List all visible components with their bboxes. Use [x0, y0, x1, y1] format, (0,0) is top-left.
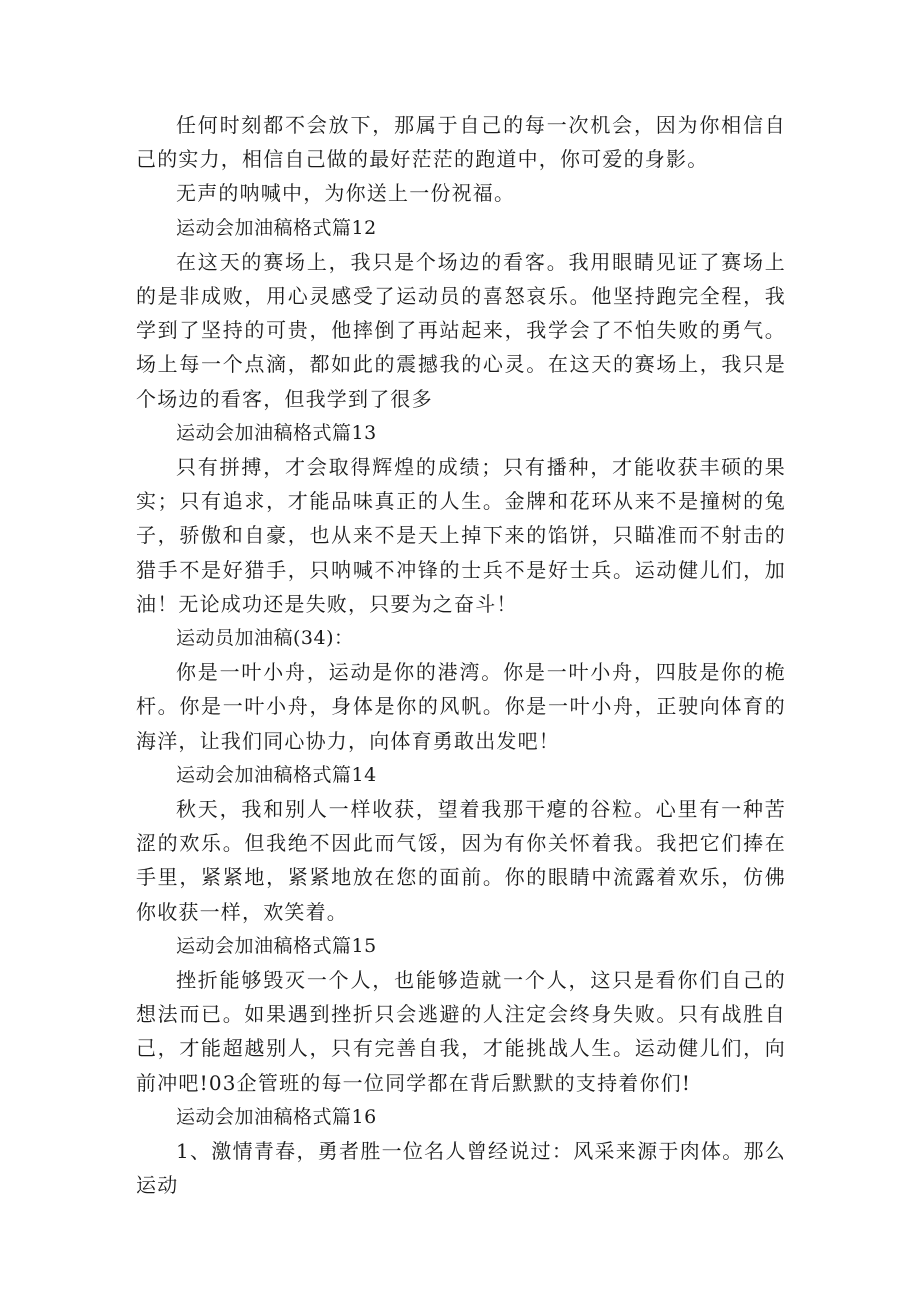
- paragraph: 无声的呐喊中，为你送上一份祝福。: [176, 181, 516, 206]
- paragraph: 任何时刻都不会放下，那属于自己的每一次机会，因为你相信自己的实力，相信自己做的最好茫茫的跑道中，你可爱的身影。: [136, 113, 786, 172]
- paragraph: 只有拼搏，才会取得辉煌的成绩；只有播种，才能收获丰硕的果实；只有追求，才能品味真正的人生。金牌和花环从来不是撞树的兔子，骄傲和自豪，也从来不是天上掉下来的馅饼，只瞄准而不射击的猎手不是好猎手，只呐喊不冲锋的士兵不是好士兵。运动健儿们，加油！无论成功还是失败，只要为之奋斗！: [136, 455, 786, 616]
- paragraph: 秋天，我和别人一样收获，望着我那干瘪的谷粒。心里有一种苦涩的欢乐。但我绝不因此而气馁，因为有你关怀着我。我把它们捧在手里，紧紧地，紧紧地放在您的面前。你的眼睛中流露着欢乐，仿佛你收获一样，欢笑着。: [136, 797, 786, 924]
- paragraph: 在这天的赛场上，我只是个场边的看客。我用眼睛见证了赛场上的是非成败，用心灵感受了运动员的喜怒哀乐。他坚持跑完全程，我学到了坚持的可贵，他摔倒了再站起来，我学会了不怕失败的勇气。场上每一个点滴，都如此的震撼我的心灵。在这天的赛场上，我只是个场边的看客，但我学到了很多: [136, 249, 786, 411]
- document-body: [136, 108, 786, 1203]
- section-heading: 运动员加油稿(34)：: [176, 627, 354, 650]
- section-heading: 运动会加油稿格式篇13: [176, 421, 377, 444]
- section-heading: 运动会加油稿格式篇16: [176, 1105, 377, 1128]
- section-heading: 运动会加油稿格式篇14: [176, 763, 377, 786]
- section-heading: 运动会加油稿格式篇15: [176, 934, 377, 957]
- paragraph: 你是一叶小舟，运动是你的港湾。你是一叶小舟，四肢是你的桅杆。你是一叶小舟，身体是你的风帆。你是一叶小舟，正驶向体育的海洋，让我们同心协力，向体育勇敢出发吧！: [136, 660, 786, 753]
- paragraph: 挫折能够毁灭一个人，也能够造就一个人，这只是看你们自己的想法而已。如果遇到挫折只会逃避的人注定会终身失败。只有战胜自己，才能超越别人，只有完善自我，才能挑战人生。运动健儿们，向前冲吧!03企管班的每一位同学都在背后默默的支持着你们!: [136, 968, 786, 1095]
- section-heading: 运动会加油稿格式篇12: [176, 216, 377, 239]
- paragraph: 1、激情青春，勇者胜一位名人曾经说过：风采来源于肉体。那么运动: [136, 1139, 786, 1198]
